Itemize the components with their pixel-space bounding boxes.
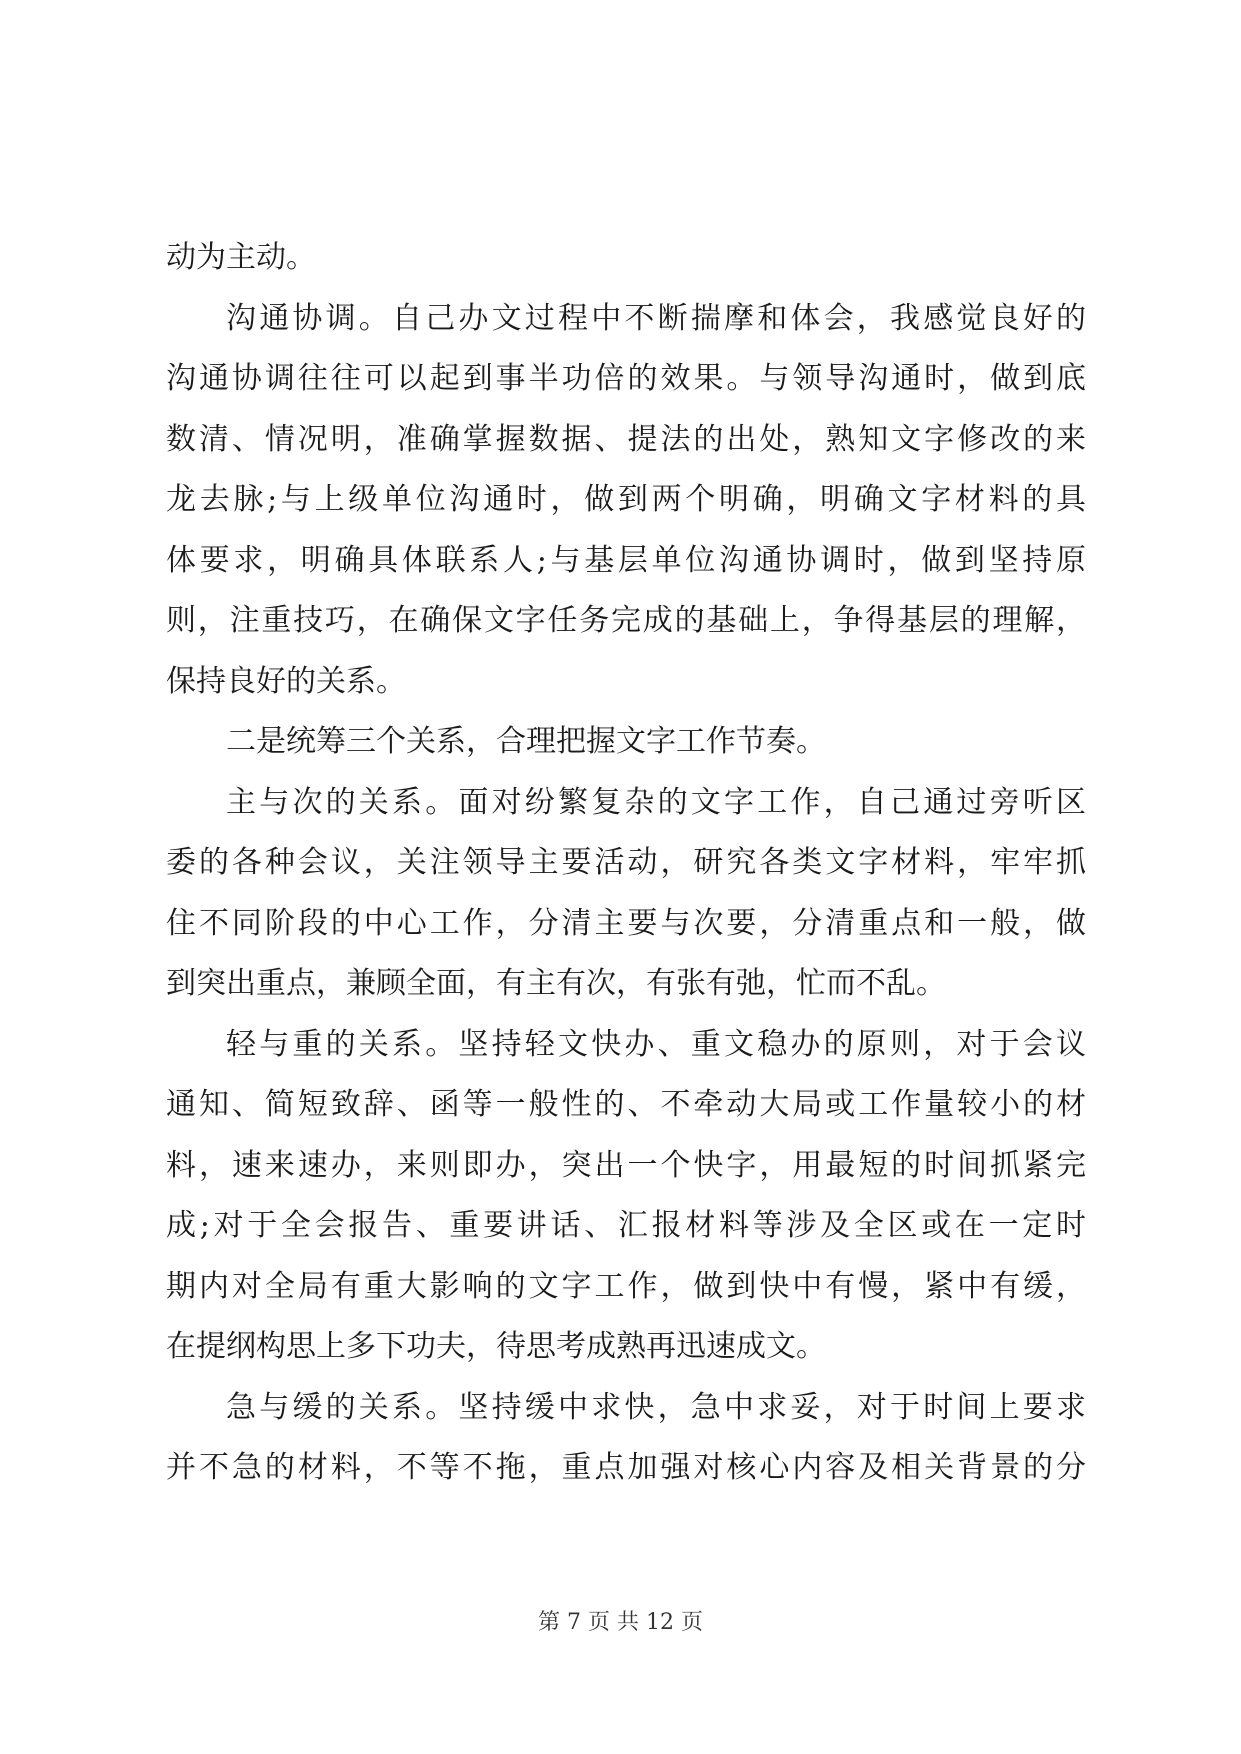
text-line: 委的各种会议，关注领导主要活动，研究各类文字材料，牢牢抓 <box>166 845 1086 880</box>
text-line: 期内对全局有重大影响的文字工作，做到快中有慢，紧中有缓， <box>166 1268 1086 1304</box>
text-line: 沟通协调。自己办文过程中不断揣摩和体会，我感觉良好的 <box>226 300 1086 336</box>
text-line: 轻与重的关系。坚持轻文快办、重文稳办的原则，对于会议 <box>226 1026 1086 1062</box>
document-body <box>166 228 1086 1499</box>
text-line: 体要求，明确具体联系人;与基层单位沟通协调时，做到坚持原 <box>166 542 1086 578</box>
text-line: 则，注重技巧，在确保文字任务完成的基础上，争得基层的理解， <box>166 603 1086 638</box>
text-line: 保持良好的关系。 <box>166 663 406 699</box>
text-line: 沟通协调往往可以起到事半功倍的效果。与领导沟通时，做到底 <box>166 361 1086 396</box>
text-line: 主与次的关系。面对纷繁复杂的文字工作，自己通过旁听区 <box>226 784 1086 820</box>
text-line: 通知、简短致辞、函等一般性的、不牵动大局或工作量较小的材 <box>166 1087 1086 1122</box>
text-line: 成;对于全会报告、重要讲话、汇报材料等涉及全区或在一定时 <box>166 1208 1086 1243</box>
text-line: 二是统筹三个关系，合理把握文字工作节奏。 <box>226 724 826 759</box>
text-line: 动为主动。 <box>166 240 316 275</box>
text-line: 住不同阶段的中心工作，分清主要与次要，分清重点和一般，做 <box>166 905 1086 941</box>
text-line: 龙去脉;与上级单位沟通时，做到两个明确，明确文字材料的具 <box>166 482 1086 517</box>
text-line: 数清、情况明，准确掌握数据、提法的出处，熟知文字修改的来 <box>166 421 1086 457</box>
text-line: 并不急的材料，不等不拖，重点加强对核心内容及相关背景的分 <box>166 1450 1086 1485</box>
page-number-footer: 第 7 页 共 12 页 <box>538 1610 703 1635</box>
text-line: 到突出重点，兼顾全面，有主有次，有张有弛，忙而不乱。 <box>166 966 946 1001</box>
text-line: 在提纲构思上多下功夫，待思考成熟再迅速成文。 <box>166 1329 826 1364</box>
text-line: 急与缓的关系。坚持缓中求快，急中求妥，对于时间上要求 <box>226 1389 1086 1425</box>
text-line: 料，速来速办，来则即办，突出一个快字，用最短的时间抓紧完 <box>166 1147 1086 1183</box>
